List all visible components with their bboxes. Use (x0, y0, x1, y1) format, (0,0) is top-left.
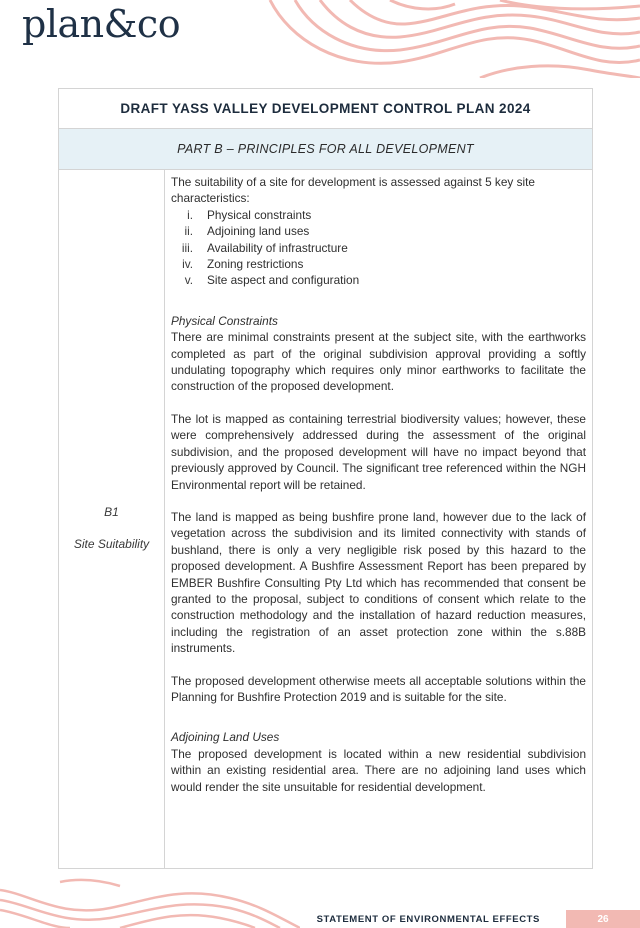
section-content-cell (165, 170, 592, 868)
physical-constraints-heading: Physical Constraints (171, 313, 278, 328)
document-title: DRAFT YASS VALLEY DEVELOPMENT CONTROL PLAN 2024 (59, 89, 592, 129)
section-row (59, 170, 592, 868)
list-item-text: Adjoining land uses (207, 224, 310, 239)
section-label-cell (59, 170, 165, 868)
list-item (171, 207, 586, 223)
paragraph: The proposed development is located within a new residential subdivision within an existing residential area. There are no adjoining land uses which would render the site unsuitable for residential development. (171, 746, 586, 794)
list-item (171, 223, 586, 239)
section-name: Site Suitability (73, 537, 150, 551)
paragraph: The lot is mapped as containing terrestrial biodiversity values; however, these were comprehensively addressed during the assessment of the original subdivision, and the proposed development will have no impact beyond that previously approved by Council. The significant tree referenced within the NGH Environmental report will be retained. (171, 411, 586, 492)
intro-paragraph: The suitability of a site for development is assessed against 5 key site characteristics: (171, 175, 535, 206)
list-item (171, 272, 586, 288)
paragraph: The land is mapped as being bushfire prone land, however due to the lack of vegetation across the subdivision and its limited connectivity with stands of bushland, there is only a very negligible risk posed by this hazard to the proposed development. A Bushfire Assessment Report has been prepared by EMBER Bushfire Consulting Pty Ltd which has recommended that consent be granted to the proposal, subject to conditions of consent which relate to the construction methodology and the installation of hazard reduction measures, including the registration of an asset protection zone within the s.88B instruments. (171, 509, 586, 656)
list-item-text: Availability of infrastructure (207, 240, 348, 255)
section-code: B1 (104, 505, 119, 519)
list-item-number: i. (187, 207, 193, 222)
list-item-number: iii. (181, 240, 193, 255)
topographic-decoration-bottom (0, 878, 300, 928)
topographic-decoration (250, 0, 640, 78)
brand-logo: plan&co (22, 2, 181, 46)
list-item-number: ii. (184, 224, 193, 239)
list-item (171, 240, 586, 256)
content-table (58, 88, 593, 869)
list-item (171, 256, 586, 272)
page-number-badge: 26 (566, 910, 640, 928)
list-item-text: Site aspect and configuration (207, 273, 360, 288)
list-item-number: v. (184, 273, 193, 288)
criteria-list (171, 207, 586, 289)
paragraph: There are minimal constraints present at the subject site, with the earthworks completed as part of the original subdivision approval providing a softly undulating topography which requires only minor earthworks to facilitate the construction of the proposed development. (171, 330, 586, 394)
footer-title: STATEMENT OF ENVIRONMENTAL EFFECTS (316, 914, 540, 925)
part-heading: PART B – PRINCIPLES FOR ALL DEVELOPMENT (59, 129, 592, 170)
list-item-number: iv. (182, 257, 193, 272)
adjoining-land-uses-heading: Adjoining Land Uses (171, 730, 280, 745)
paragraph: The proposed development otherwise meets all acceptable solutions within the Planning for Bushfire Protection 2019 and is suitable for the site. (171, 673, 586, 704)
list-item-text: Zoning restrictions (207, 257, 304, 272)
list-item-text: Physical constraints (207, 207, 312, 222)
